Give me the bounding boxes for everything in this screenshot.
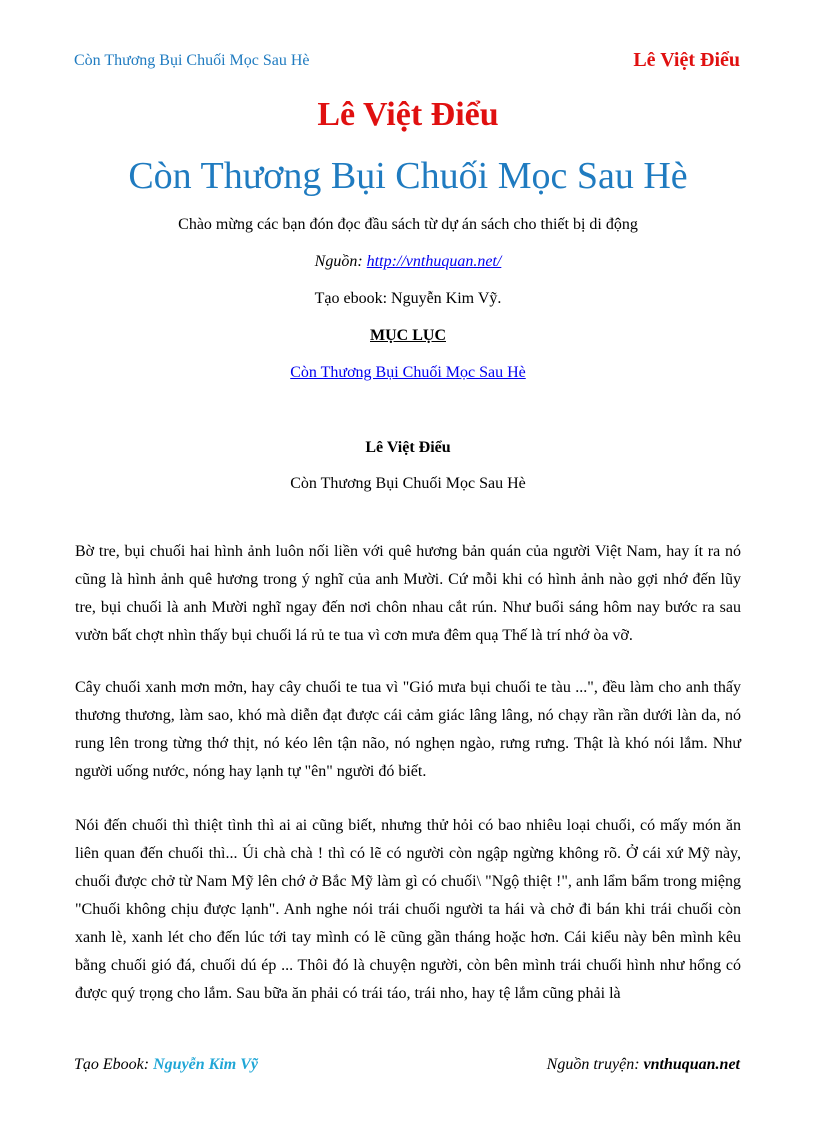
chapter-author: Lê Việt Điểu bbox=[365, 439, 451, 456]
source-link[interactable]: http://vnthuquan.net/ bbox=[366, 253, 502, 270]
paragraph-1: Bờ tre, bụi chuối hai hình ảnh luôn nối liền với quê hương bản quán của người Việt Nam, hay ít ra nó cũng là hình ảnh quê hương trong ý nghĩ của anh Mười. Cứ mỗi khi có hình ảnh nào gợi nhớ đến lũy tre, bụi chuối là anh Mười nghĩ ngay đến nơi chôn nhau cắt rún. Như buổi sáng hôm nay bước ra sau vườn bất chợt nhìn thấy bụi chuối lá rủ te tua vì cơn mưa đêm quạ Thế là trí nhớ òa vỡ. bbox=[75, 543, 741, 644]
footer-ebook-credit bbox=[74, 1056, 258, 1074]
footer-ebook-name: Nguyễn Kim Vỹ bbox=[153, 1056, 258, 1073]
footer-ebook-sep: : bbox=[143, 1056, 154, 1073]
running-header-title: Còn Thương Bụi Chuối Mọc Sau Hè bbox=[74, 52, 310, 69]
footer-source-label: Nguồn truyện bbox=[546, 1056, 635, 1073]
footer-source-sep: : bbox=[634, 1056, 644, 1073]
ebook-creator: Tạo ebook: Nguyễn Kim Vỹ. bbox=[314, 290, 502, 307]
book-author: Lê Việt Điểu bbox=[317, 96, 499, 133]
source-line bbox=[0, 253, 816, 271]
paragraph-3: Nói đến chuối thì thiệt tình thì ai ai cũng biết, nhưng thử hỏi có bao nhiêu loại chuối, có mấy món ăn liên quan đến chuối thì... Úi chà chà ! thì có lẽ có người còn ngập ngừng không rõ. Ở cái xứ Mỹ này, chuối được chở từ Nam Mỹ lên chớ ở Bắc Mỹ làm gì có chuối\ "Ngộ thiệt !", anh lẩm bẩm trong miệng "Chuối không chịu được lạnh". Anh nghe nói trái chuối người ta hái và chở đi bán khi trái chuối còn xanh lè, xanh lét cho đến lúc tới tay mình có lẽ cũng gần tháng hoặc hơn. Cái kiểu này bên mình kêu bằng chuối gió đá, chuối dú ép ... Thôi đó là chuyện người, còn bên mình trái chuối hình như hổng có được quý trọng cho lắm. Sau bữa ăn phải có trái táo, trái nho, hay tệ lắm cũng phải là bbox=[75, 817, 741, 1002]
footer-source-site: vnthuquan.net bbox=[643, 1056, 740, 1073]
chapter-title: Còn Thương Bụi Chuối Mọc Sau Hè bbox=[290, 475, 526, 492]
toc-item bbox=[0, 364, 816, 382]
toc-link-chapter[interactable]: Còn Thương Bụi Chuối Mọc Sau Hè bbox=[290, 364, 526, 381]
paragraph-2: Cây chuối xanh mơn mởn, hay cây chuối te tua vì "Gió mưa bụi chuối te tàu ...", đều làm cho anh thấy thương thương, làm sao, khó mà diễn đạt được cái cảm giác lâng lâng, nó chạy rần rần dưới làn da, nó rung lên trong từng thớ thịt, nó kéo lên tận não, nó nghẹn ngào, rưng rưng. Thật là khó nói lắm. Như người uống nước, nóng hay lạnh tự "ên" người đó biết. bbox=[75, 679, 741, 780]
source-label: Nguồn: bbox=[314, 253, 367, 270]
welcome-text: Chào mừng các bạn đón đọc đầu sách từ dự án sách cho thiết bị di động bbox=[178, 216, 638, 233]
book-title: Còn Thương Bụi Chuối Mọc Sau Hè bbox=[128, 155, 688, 197]
running-header-author: Lê Việt Điểu bbox=[633, 49, 740, 71]
footer-source bbox=[547, 1056, 740, 1074]
footer-ebook-label: Tạo Ebook bbox=[74, 1056, 144, 1073]
toc-heading: MỤC LỤC bbox=[370, 327, 446, 344]
